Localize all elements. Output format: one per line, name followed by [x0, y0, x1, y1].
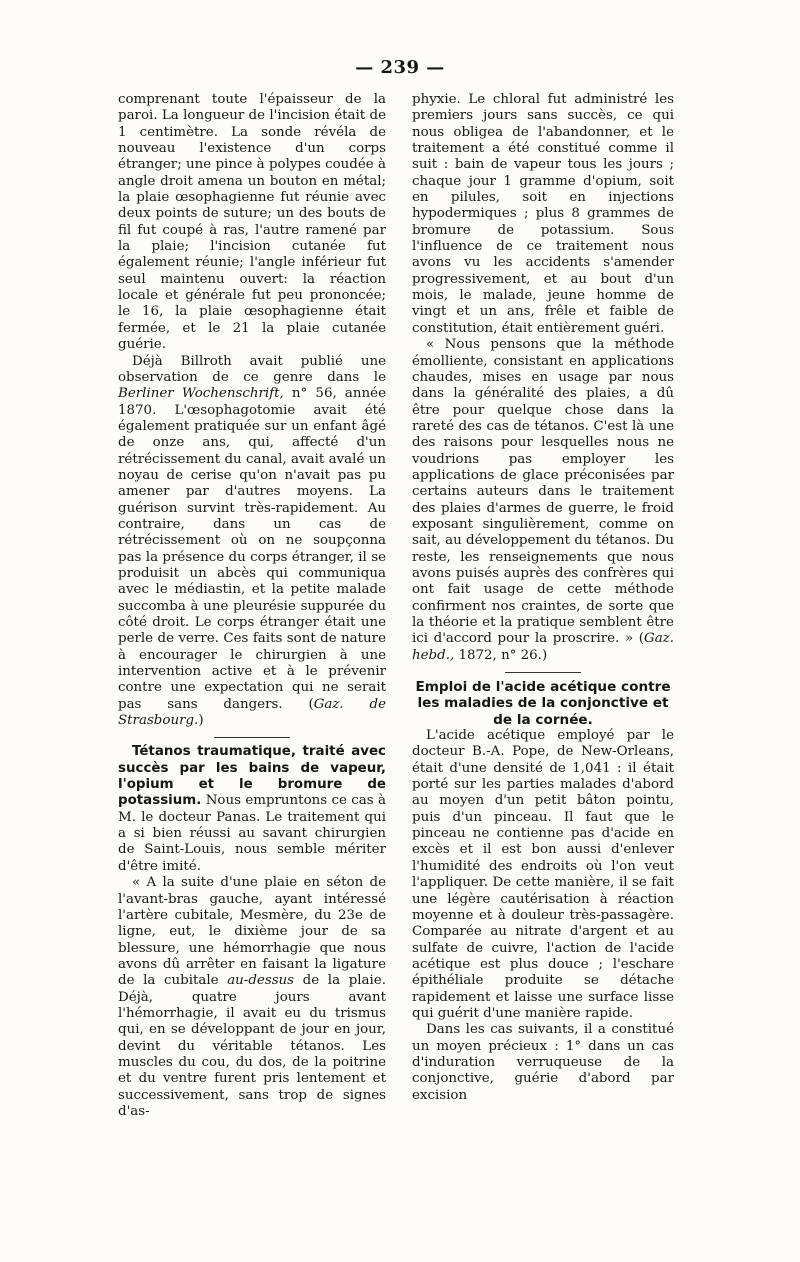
- section-divider: [214, 737, 290, 738]
- text-run: Déjà Billroth avait publié une observation de ce genre dans le: [118, 353, 386, 385]
- paragraph-esophagotomy-case: comprenant toute l'épaisseur de la paroi. La longueur de l'incision était de 1 centimètre. La sonde révéla de nouveau l'existence d'un corps étranger; une pince à polypes coudée à angle droit amena un bouton en métal; la plaie œsophagienne fut réunie avec deux points de suture; un des bouts de fil fut coupé à ras, l'autre ramené par la plaie; l'incision cutanée fut également réunie; l'angle inférieur fut seul maintenu ouvert: la réaction locale et générale fut peu prononcée; le 16, la plaie œsophagienne était fermée, et le 21 la plaie cutanée guérie.: [118, 92, 386, 353]
- article-heading-acide-acetique: Emploi de l'acide acétique contre les maladies de la conjonctive et de la cornée.: [415, 679, 671, 728]
- journal-title-berliner: Berliner Wochenschrift,: [118, 386, 284, 402]
- paragraph-billroth: [118, 354, 386, 730]
- text-run: « A la suite d'une plaie en séton de l'avant-bras gauche, ayant intéressé l'artère cubitale, Mesmère, du 23e de ligne, eut, le dixième jour de sa blessure, une hémorrhagie que nous avons dû arrêter en faisant la ligature de la cubitale: [118, 875, 386, 989]
- text-run: de la plaie. Déjà, quatre jours avant l'hémorrhagie, il avait eu du trismus qui, en se développant de jour en jour, devint du véritable tétanos. Les muscles du cou, du dos, de la poitrine et du ventre furent pris lentement et successivement, sans trop de signes d'as-: [118, 973, 386, 1119]
- text-run: 1872, n° 26.): [454, 647, 548, 663]
- paragraph-acide-acetique: L'acide acétique employé par le docteur B.-A. Pope, de New-Orleans, était d'une densité de 1,041 : il était porté sur les parties malades d'abord au moyen d'un petit bâton pointu, puis d'un pinceau. Il faut que le pinceau ne contienne pas d'acide en excès et il est bon aussi d'enlever l'humidité des endroits où l'on veut l'appliquer. De cette manière, il se fait une légère cautérisation à réaction moyenne et à douleur très-passagère. Comparée au nitrate d'argent et au sulfate de cuivre, l'action de l'acide acétique est plus douce ; l'eschare épithéliale produite se détache rapidement et laisse une surface lisse qui guérit d'une manière rapide.: [412, 728, 674, 1021]
- article-heading-tetanos: Tétanos traumatique, traité avec succès par les bains de vapeur, l'opium et le bromure de potassium.: [118, 744, 386, 809]
- source-citation: Gaz. hebd.,: [412, 631, 674, 663]
- paragraph-emollient-method: [412, 337, 674, 664]
- right-column: [412, 92, 674, 1104]
- text-run: n° 56, année 1870. L'œsophagotomie avait été également pratiquée sur un enfant âgé de onze ans, qui, affecté d'un rétrécissement du canal, avait avalé un noyau de cerise qu'on n'avait pas pu amener par d'autres moyens. La guérison survint très-rapidement. Au contraire, dans un cas de rétrécissement où on ne soupçonna pas la présence du corps étranger, il se produisit un abcès qui communiqua avec le médiastin, et la petite malade succomba à une pleurésie suppurée du côté droit. Le corps étranger était une perle de verre. Ces faits sont de nature à encourager le chirurgien à une intervention active et à le prévenir contre une expectation qui ne serait pas sans dangers. (: [118, 386, 386, 712]
- source-citation: Gaz. de Strasbourg.: [118, 696, 386, 729]
- italic-term: au-dessus: [227, 973, 295, 989]
- section-divider: [505, 672, 581, 673]
- page-number: — 239 —: [355, 57, 445, 78]
- paragraph-cas-suivants: Dans les cas suivants, il a constitué un moyen précieux : 1° dans un cas d'induration verruqueuse de la conjonctive, guérie d'abord par excision: [412, 1022, 674, 1103]
- text-run: ): [198, 713, 204, 729]
- paragraph-tetanos-case: [118, 875, 386, 1120]
- paragraph-tetanos-treatment: phyxie. Le chloral fut administré les premiers jours sans succès, ce qui nous obligea de l'abandonner, et le traitement a été constitué comme il suit : bain de vapeur tous les jours ; chaque jour 1 gramme d'opium, soit en pilules, soit en injections hypodermiques ; plus 8 grammes de bromure de potassium. Sous l'influence de ce traitement nous avons vu les accidents s'amender progressivement, et au bout d'un mois, le malade, jeune homme de vingt et un ans, frêle et faible de constitution, était entièrement guéri.: [412, 92, 674, 336]
- left-column: [118, 92, 386, 1120]
- text-run: « Nous pensons que la méthode émolliente, consistant en applications chaudes, mises en usage par nous dans la généralité des plaies, a dû être pour quelque chose dans la rareté des cas de tétanos. C'est là une des raisons pour lesquelles nous ne voudrions pas employer les applications de glace préconisées par certains auteurs dans le traitement des plaies d'armes de guerre, le froid exposant singulièrement, comme on sait, au développement du tétanos. Du reste, les renseignements que nous avons puisés auprès des confrères qui ont fait usage de cette méthode confirment nos craintes, de sorte que la théorie et la pratique semblent être ici d'accord pour la proscrire. » (: [412, 337, 674, 647]
- paragraph-tetanos-intro: [118, 744, 386, 875]
- text-run: Nous empruntons ce cas à M. le docteur Panas. Le traitement qui a si bien réussi au savant chirurgien de Saint-Louis, nous semble mériter d'être imité.: [118, 793, 386, 874]
